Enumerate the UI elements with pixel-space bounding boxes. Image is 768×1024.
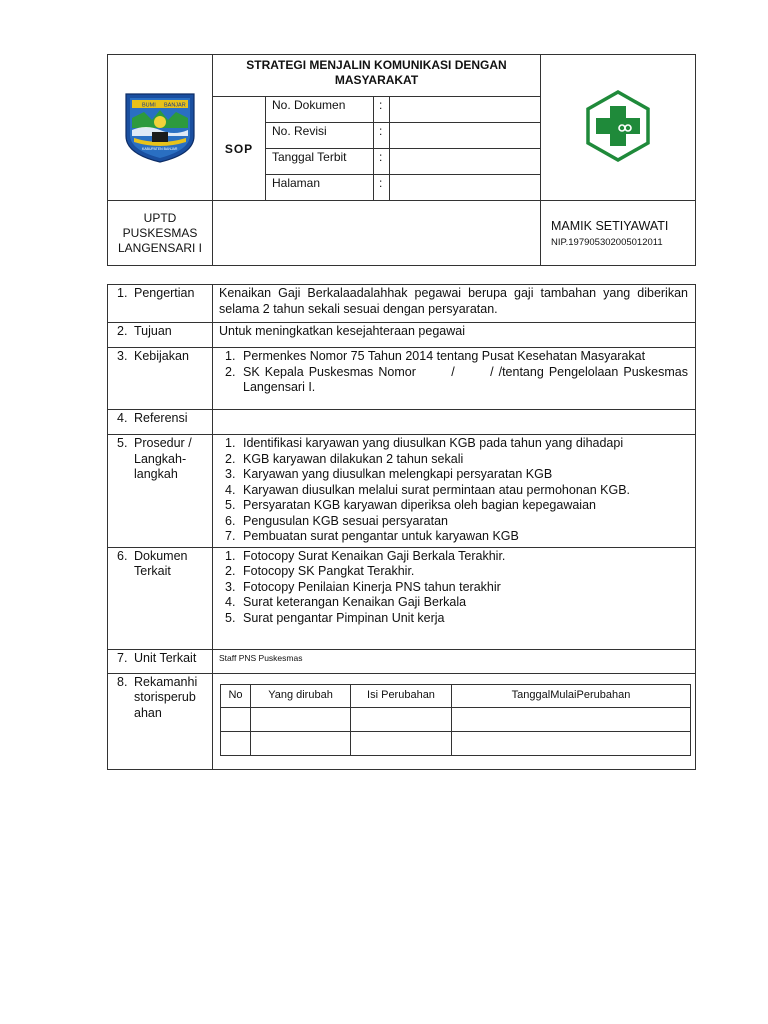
list-item-text: Pembuatan surat pengantar untuk karyawan KGB: [243, 529, 519, 543]
list-item-number: 3.: [225, 467, 236, 481]
list-item-number: 1.: [225, 548, 236, 563]
table-cell: [452, 707, 691, 731]
meta-value-no-revisi: [390, 123, 541, 149]
signer-name: MAMIK SETIYAWATI: [551, 218, 669, 233]
rekaman-content: [213, 673, 696, 769]
logo-ribbon-left: BUMI: [142, 102, 156, 109]
table-cell: [221, 707, 251, 731]
meta-label-no-revisi: No. Revisi: [266, 123, 374, 149]
section-number: 4.: [117, 411, 128, 425]
dokumen-content: [213, 547, 696, 649]
table-cell: [351, 731, 452, 755]
meta-colon: :: [374, 123, 390, 149]
list-item: [219, 549, 688, 565]
list-item: [219, 467, 688, 483]
section-number: 1.: [117, 286, 128, 300]
tujuan-text: Untuk meningkatkan kesejahteraan pegawai: [213, 323, 696, 348]
section-label-dokumen: [108, 547, 213, 649]
list-item: [219, 364, 692, 396]
revision-history-table: [220, 684, 691, 756]
table-cell: [221, 731, 251, 755]
section-label-line: storisperub: [134, 690, 196, 704]
list-item: [219, 436, 688, 452]
section-label-line: langkah: [134, 467, 178, 481]
list-item-number: 4.: [225, 595, 236, 609]
table-cell: [251, 707, 351, 731]
table-cell: [351, 707, 452, 731]
list-item-number: 6.: [225, 513, 236, 528]
section-label-tujuan: [108, 323, 213, 348]
list-item-text: Surat pengantar Pimpinan Unit kerja: [243, 610, 445, 625]
org-line: PUSKESMAS: [122, 225, 198, 240]
list-item-number: 1.: [225, 349, 236, 363]
list-item: [219, 564, 688, 580]
list-item-number: 2.: [225, 451, 236, 466]
signer-nip: NIP.197905302005012011: [551, 236, 663, 248]
section-label-line: Prosedur /: [134, 436, 192, 450]
list-item-text: KGB karyawan dilakukan 2 tahun sekali: [243, 451, 464, 466]
section-number: 8.: [117, 674, 128, 689]
logo-motto: KABUPATEN BANJAR: [142, 147, 178, 151]
list-item-number: 2.: [225, 564, 236, 578]
sop-label: SOP: [213, 97, 266, 201]
column-header: Yang dirubah: [251, 684, 351, 707]
sop-content-table: [107, 284, 696, 770]
kabupaten-banjar-logo-icon: [122, 88, 198, 164]
section-label-rekaman: [108, 673, 213, 769]
right-logo-cell: [541, 55, 696, 201]
meta-value-no-dokumen: [390, 97, 541, 123]
table-row: [221, 707, 691, 731]
list-item: [219, 580, 688, 596]
list-item: [219, 483, 688, 499]
list-item: [219, 595, 688, 611]
section-label-pengertian: [108, 285, 213, 323]
list-item-number: 5.: [225, 610, 236, 625]
signature-space: [213, 201, 541, 266]
list-item: [219, 349, 688, 365]
column-header: Isi Perubahan: [351, 684, 452, 707]
section-number: 2.: [117, 324, 128, 338]
left-logo-cell: [108, 55, 213, 201]
list-item-text: Pengusulan KGB sesuai persyaratan: [243, 513, 448, 528]
section-label: Kebijakan: [134, 349, 189, 363]
column-header: TanggalMulaiPerubahan: [452, 684, 691, 707]
list-item-number: 5.: [225, 498, 236, 512]
signer-cell: [541, 201, 696, 266]
list-item-number: 4.: [225, 482, 236, 497]
section-label-line: Terkait: [134, 564, 171, 578]
section-label-kebijakan: [108, 348, 213, 410]
org-line: LANGENSARI I: [117, 240, 203, 255]
org-line: UPTD: [143, 210, 177, 225]
list-item: [219, 498, 688, 514]
list-item-text: SK Kepala Puskesmas Nomor / / /tentang Pengelolaan Puskesmas Langensari I.: [243, 364, 692, 394]
section-number: 5.: [117, 436, 128, 450]
puskesmas-logo-icon: [582, 90, 654, 162]
meta-colon: :: [374, 175, 390, 201]
section-label: Pengertian: [134, 286, 195, 300]
section-label: Unit Terkait: [134, 650, 197, 665]
prosedur-content: [213, 435, 696, 548]
section-label: Tujuan: [134, 324, 172, 338]
section-number: 3.: [117, 349, 128, 363]
table-cell: [452, 731, 691, 755]
meta-label-tanggal-terbit: Tanggal Terbit: [266, 149, 374, 175]
organization-cell: [108, 201, 213, 266]
section-number: 7.: [117, 650, 128, 665]
list-item: [219, 452, 688, 468]
list-item-text: Surat keterangan Kenaikan Gaji Berkala: [243, 595, 467, 609]
section-number: 6.: [117, 548, 128, 563]
list-item-text: Fotocopy Surat Kenaikan Gaji Berkala Terakhir.: [243, 548, 506, 563]
column-header: No: [221, 684, 251, 707]
section-label-line: Langkah-: [134, 451, 187, 466]
meta-colon: :: [374, 97, 390, 123]
section-label-prosedur: [108, 435, 213, 548]
unit-terkait-text: Staff PNS Puskesmas: [213, 649, 696, 673]
list-item: [219, 611, 688, 627]
kebijakan-content: [213, 348, 696, 410]
sop-header-table: [107, 54, 696, 266]
logo-ribbon-right: BANJAR: [164, 102, 186, 109]
list-item-text: Karyawan yang diusulkan melengkapi persyaratan KGB: [243, 467, 553, 481]
section-label-line: ahan: [134, 705, 162, 720]
section-label-line: Rekamanhi: [134, 674, 198, 689]
list-item-number: 2.: [225, 364, 236, 379]
document-title: STRATEGI MENJALIN KOMUNIKASI DENGAN MASYARAKAT: [213, 55, 541, 97]
list-item-text: Karyawan diusulkan melalui surat permintaan atau permohonan KGB.: [243, 482, 631, 497]
meta-label-no-dokumen: No. Dokumen: [266, 97, 374, 123]
section-label-line: Dokumen: [134, 548, 188, 563]
list-item: [219, 514, 688, 530]
list-item-text: Fotocopy Penilaian Kinerja PNS tahun terakhir: [243, 579, 501, 594]
list-item-number: 1.: [225, 436, 236, 450]
meta-value-halaman: [390, 175, 541, 201]
meta-value-tanggal-terbit: [390, 149, 541, 175]
pengertian-text: Kenaikan Gaji Berkalaadalahhak pegawai berupa gaji tambahan yang diberikan selama 2 tahun sekali sesuai dengan persyaratan.: [213, 285, 696, 323]
list-item-text: Persyaratan KGB karyawan diperiksa oleh bagian kepegawaian: [243, 498, 596, 512]
section-label: Referensi: [134, 411, 188, 425]
section-label-referensi: [108, 410, 213, 435]
table-row: [221, 731, 691, 755]
meta-label-halaman: Halaman: [266, 175, 374, 201]
meta-colon: :: [374, 149, 390, 175]
list-item-number: 7.: [225, 529, 236, 543]
list-item-text: Fotocopy SK Pangkat Terakhir.: [243, 564, 415, 578]
section-label-unit-terkait: [108, 649, 213, 673]
table-cell: [251, 731, 351, 755]
referensi-text: [213, 410, 696, 435]
list-item-number: 3.: [225, 579, 236, 594]
list-item-text: Identifikasi karyawan yang diusulkan KGB pada tahun yang dihadapi: [243, 436, 624, 450]
list-item-text: Permenkes Nomor 75 Tahun 2014 tentang Pusat Kesehatan Masyarakat: [243, 349, 646, 363]
list-item: [219, 529, 688, 545]
